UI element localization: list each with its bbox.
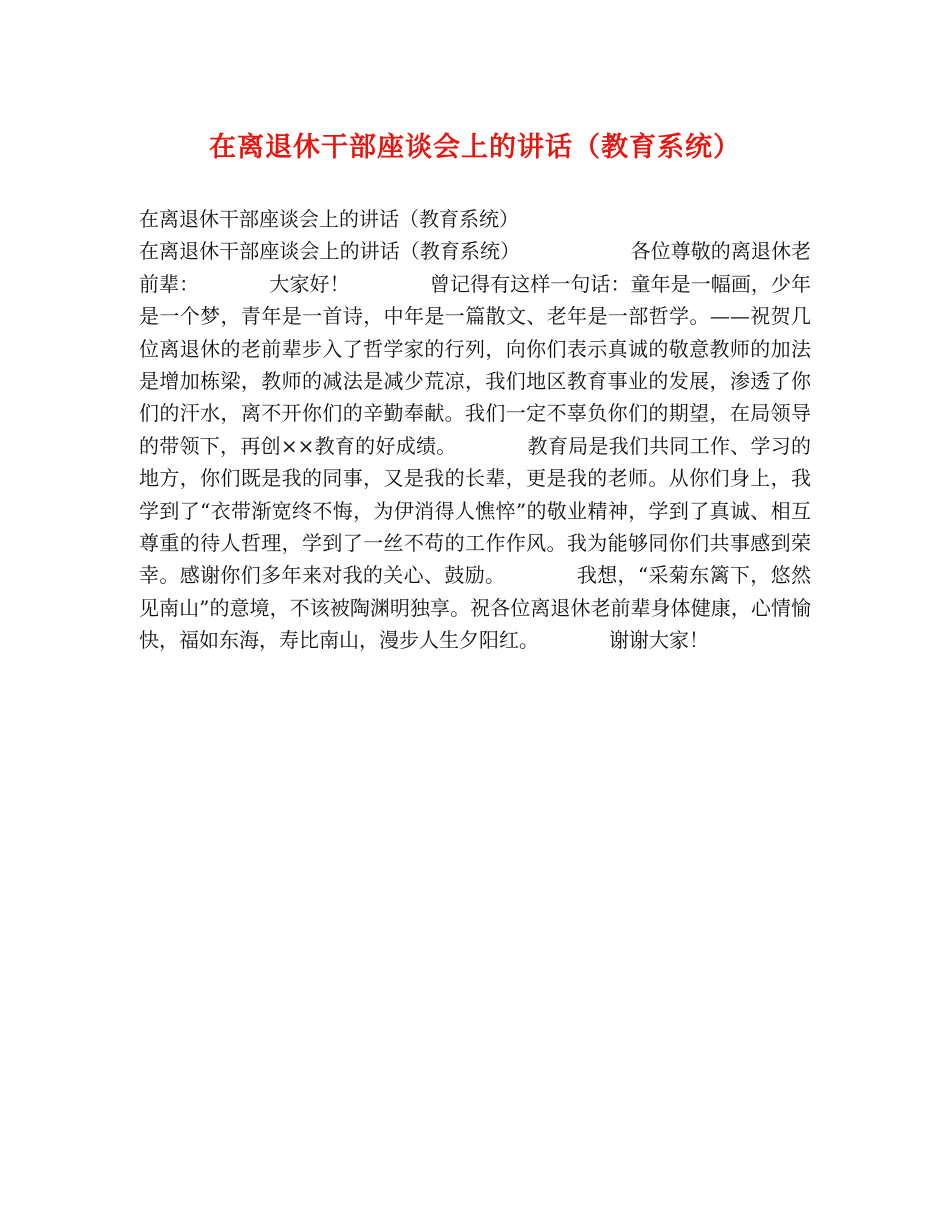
document-subtitle: 在离退休干部座谈会上的讲话（教育系统） bbox=[139, 207, 519, 231]
document-title: 在离退休干部座谈会上的讲话（教育系统） bbox=[209, 132, 741, 163]
speech-paragraph: 在离退休干部座谈会上的讲话（教育系统） 各位尊敬的离退休老前辈： 大家好！ 曾记得有这样一句话：童年是一幅画，少年是一个梦，青年是一首诗，中年是一篇散文、老年是一部哲学。——祝贺几位离退休的老前辈步入了哲学家的行列，向你们表示真诚的敬意教师的加法是增加栋梁，教师的减法是减少荒凉，我们地区教育事业的发展，渗透了你们的汗水，离不开你们的辛勤奉献。我们一定不辜负你们的期望，在局领导的带领下，再创××教育的好成绩。 教育局是我们共同工作、学习的地方，你们既是我的同事，又是我的长辈，更是我的老师。从你们身上，我学到了“衣带渐宽终不悔，为伊消得人憔悴”的敬业精神，学到了真诚、相互尊重的待人哲理，学到了一丝不苟的工作作风。我为能够同你们共事感到荣幸。感谢你们多年来对我的关心、鼓励。 我想，“采菊东篱下，悠然见南山”的意境，不该被陶渊明独享。祝各位离退休老前辈身体健康，心情愉快，福如东海，寿比南山，漫步人生夕阳红。 谢谢大家！ bbox=[139, 239, 811, 653]
document-body bbox=[139, 203, 811, 657]
